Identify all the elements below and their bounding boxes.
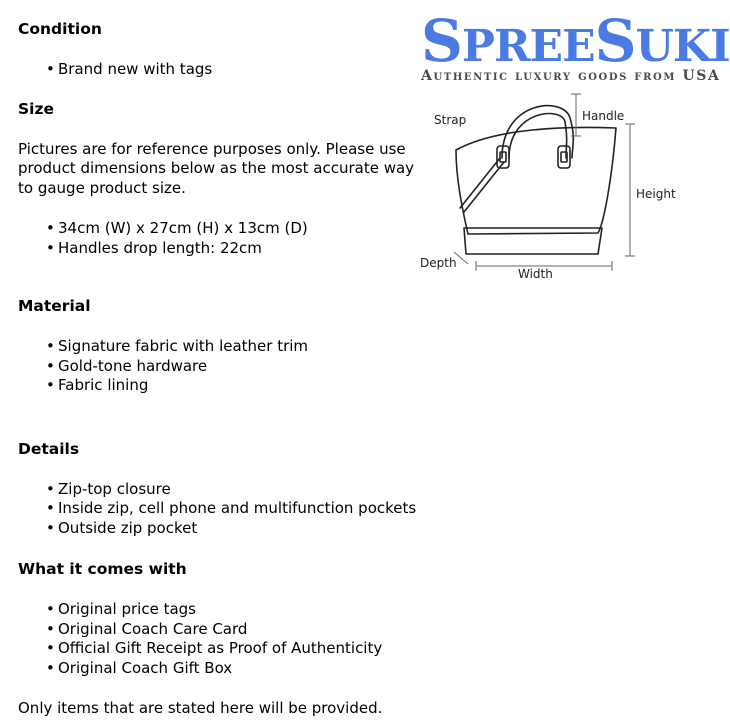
bag-body-outline [456, 127, 616, 234]
list-item: • Original price tags [46, 600, 418, 620]
list-item: • Official Gift Receipt as Proof of Authenticity [46, 639, 418, 659]
bag-dimension-diagram [416, 88, 712, 288]
strap-label: Strap [434, 113, 467, 127]
height-label: Height [636, 187, 676, 201]
size-list [18, 219, 418, 258]
list-item: • Fabric lining [46, 376, 418, 396]
details-heading: Details [18, 439, 80, 458]
material-list [18, 337, 418, 396]
condition-list [18, 60, 418, 80]
list-item: • Zip-top closure [46, 480, 418, 500]
list-item: • Handles drop length: 22cm [46, 239, 418, 259]
list-item: • Inside zip, cell phone and multifunction pockets [46, 499, 418, 519]
logo-wordmark: SPREESUKI [421, 7, 730, 75]
list-item: • Brand new with tags [46, 60, 418, 80]
size-note: Pictures are for reference purposes only. Please use product dimensions below as the most accurate way to gauge product size. [18, 139, 415, 197]
material-heading: Material [18, 297, 91, 315]
details-list [18, 480, 418, 539]
condition-heading: Condition [18, 20, 102, 38]
depth-label: Depth [420, 256, 457, 270]
handle-label: Handle [582, 109, 625, 123]
comes-with-heading: What it comes with [18, 560, 187, 578]
list-item: • Gold-tone hardware [46, 357, 418, 377]
spreesuki-logo [421, 7, 730, 84]
logo-tagline-text: Authentic luxury goods from USA [421, 68, 721, 84]
product-description [18, 0, 418, 719]
width-label: Width [518, 267, 553, 281]
footer-note: Only items that are stated here will be provided. [18, 699, 383, 717]
list-item: • Original Coach Care Card [46, 620, 418, 640]
list-item: • 34cm (W) x 27cm (H) x 13cm (D) [46, 219, 418, 239]
list-item: • Signature fabric with leather trim [46, 337, 418, 357]
bag-strap [460, 158, 500, 208]
bag-bottom-band [464, 228, 602, 254]
logo-tagline [421, 68, 721, 84]
list-item: • Original Coach Gift Box [46, 659, 418, 679]
list-item: • Outside zip pocket [46, 519, 418, 539]
size-heading: Size [18, 99, 55, 118]
comes-with-list [18, 600, 418, 678]
